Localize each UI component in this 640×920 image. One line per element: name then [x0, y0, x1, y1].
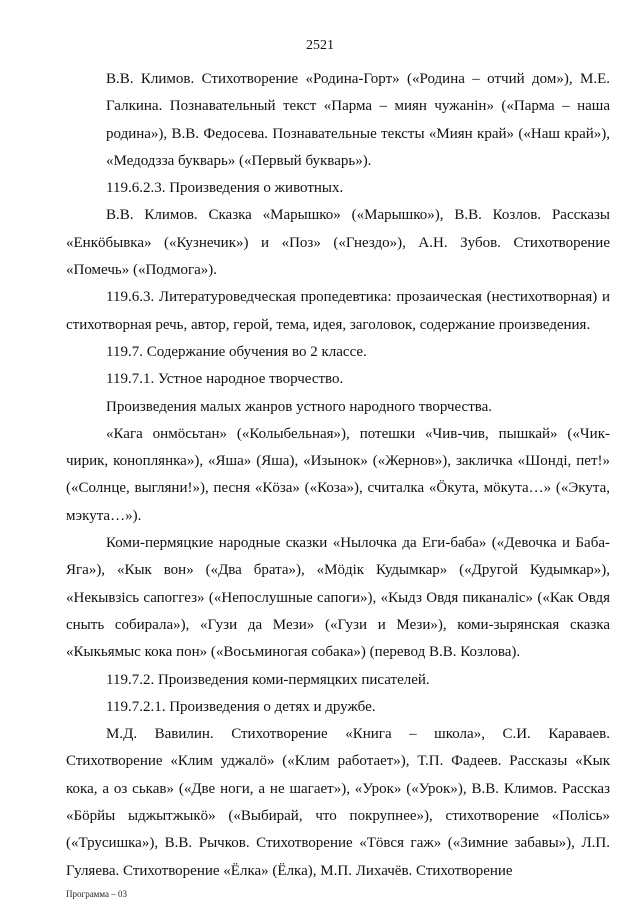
page-number: 2521	[306, 38, 334, 53]
paragraph: Коми-пермяцкие народные сказки «Нылочка да Еги-баба» («Девочка и Баба-Яга»), «Кык вон» («Два брата»), «Мöдiк Кудымкар» («Другой Кудымкар»), «Некывзiсь сапоггез» («Непослушные сапоги»), «Кыдз Овдя пиканалiс» («Как Овдя сныть собирала»), «Гузи да Мези» («Гузи и Мези»), коми-зырянская сказка «Кыкьямыс кока пон» («Восьминогая собака») (перевод В.В. Козлова).	[66, 535, 610, 661]
paragraph: 119.6.2.3. Произведения о животных.	[106, 180, 344, 197]
paragraph: 119.7.2. Произведения коми-пермяцких писателей.	[106, 671, 430, 688]
page-footer: Программа – 03	[66, 889, 128, 899]
paragraph: В.В. Климов. Сказка «Марышко» («Марышко»), В.В. Козлов. Рассказы «Енкöбывка» («Кузнечик») и «Поз» («Гнездо»), А.Н. Зубов. Стихотворение «Помечь» («Подмога»).	[66, 207, 610, 279]
paragraph: 119.6.3. Литературоведческая пропедевтика: прозаическая (нестихотворная) и стихотворная речь, автор, герой, тема, идея, заголовок, содержание произведения.	[66, 289, 610, 333]
paragraph: В.В. Климов. Стихотворение «Родина-Горт» («Родина – отчий дом»), М.Е. Галкина. Познавательный текст «Парма – миян чужанiн» («Парма – наша родина»), В.В. Федосева. Познавательные тексты «Миян край» («Наш край»), «Медодзза букварь» («Первый букварь»).	[106, 71, 610, 169]
paragraph: 119.7.1. Устное народное творчество.	[106, 371, 344, 388]
paragraph: 119.7.2.1. Произведения о детях и дружбе.	[106, 698, 376, 715]
paragraph: 119.7. Содержание обучения во 2 классе.	[106, 343, 367, 360]
document-body	[66, 66, 610, 885]
paragraph: Произведения малых жанров устного народного творчества.	[106, 398, 493, 415]
paragraph: «Кага онмöсьтан» («Колыбельная»), потешки «Чив-чив, пышкай» («Чик-чирик, коноплянка»), «Яша» (Яша), «Изынок» («Жернов»), закличка «Шондi, пет!» («Солнце, выгляни!»), песня «Кöза» («Коза»), считалка «Öкута, мöкута…» («Экута, мэкута…»).	[66, 425, 610, 524]
paragraph: М.Д. Вавилин. Стихотворение «Книга – школа», С.И. Караваев. Стихотворение «Клим уджалö» («Клим работает»), Т.П. Фадеев. Рассказы «Кык кока, а оз ськав» («Две ноги, а не шагает»), «Урок» («Урок»), В.В. Климов. Рассказ «Бöрйы ыджытжыкö» («Выбирай, что покрупнее»), стихотворение «Полiсь» («Трусишка»), В.В. Рычков. Стихотворение «Тöвся гаж» («Зимние забавы»), Л.П. Гуляева. Стихотворение «Ёлка» (Ёлка), М.П. Лихачёв. Стихотворение	[66, 726, 610, 879]
